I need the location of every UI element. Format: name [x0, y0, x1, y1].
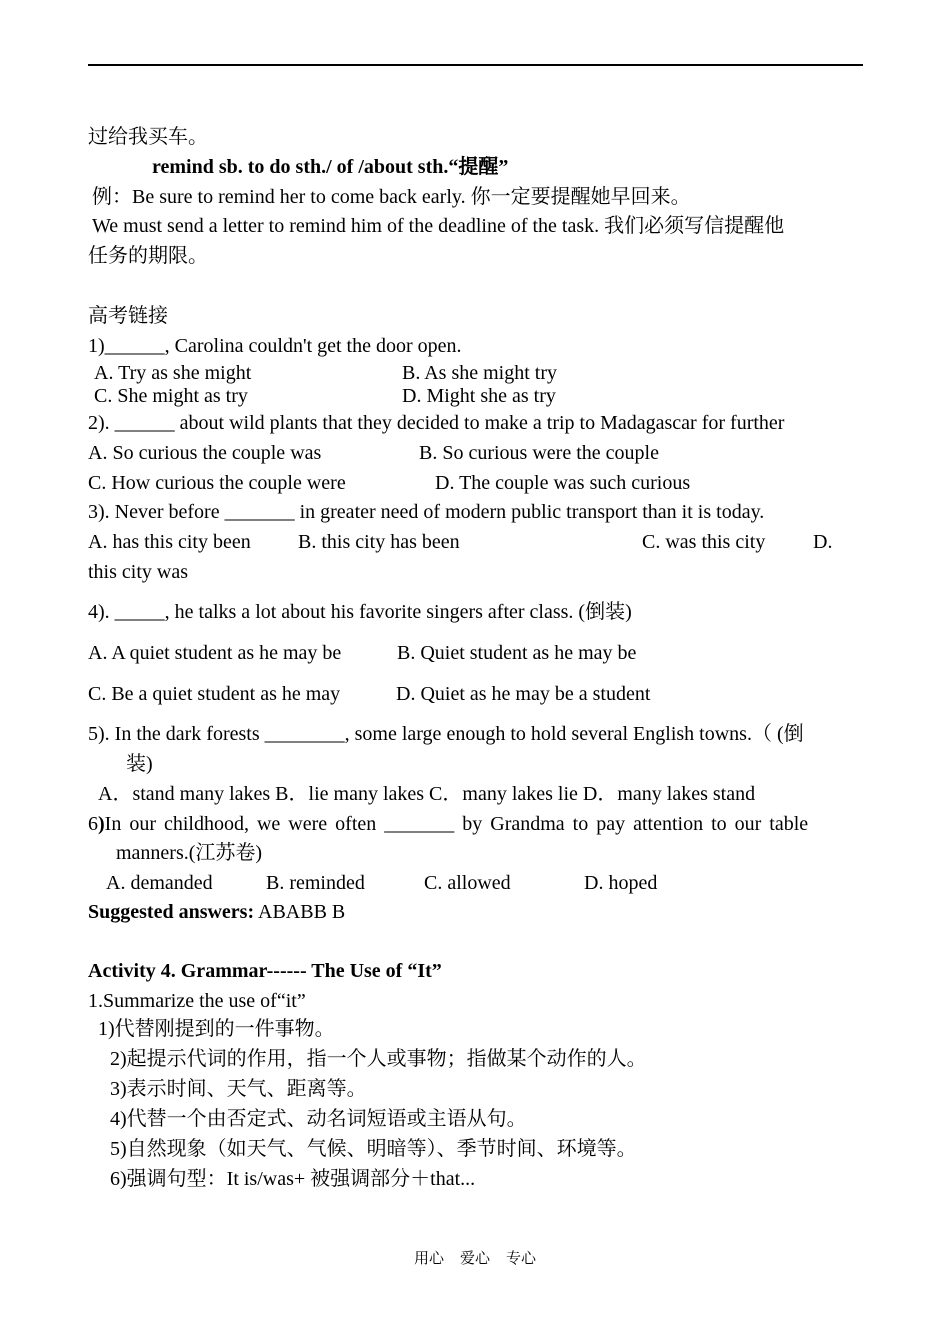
q2-option-a: A. So curious the couple was — [88, 442, 322, 464]
example-2-line-1: We must send a letter to remind him of the deadline of the task. 我们必须写信提醒他 — [92, 215, 785, 237]
header-rule — [88, 64, 863, 66]
q3-option-d-text: this city was — [88, 561, 188, 583]
page-footer — [0, 1247, 950, 1268]
summarize-line: 1.Summarize the use of“it” — [88, 990, 306, 1012]
q2-option-d: D. The couple was such curious — [435, 472, 691, 494]
use-item-6: 6)强调句型：It is/was+ 被强调部分＋that... — [110, 1168, 476, 1190]
q3-stem: 3). Never before _______ in greater need of modern public transport than it is today. — [88, 501, 765, 523]
q1-option-a: A. Try as she might — [94, 362, 252, 384]
q4-stem: 4). _____, he talks a lot about his favorite singers after class. (倒装) — [88, 601, 632, 623]
example-1: 例：Be sure to remind her to come back early. 你一定要提醒她早回来。 — [92, 186, 691, 208]
q2-option-c: C. How curious the couple were — [88, 472, 346, 494]
q2-stem: 2). ______ about wild plants that they decided to make a trip to Madagascar for further — [88, 412, 785, 434]
intro-tail: 过给我买车。 — [88, 126, 208, 148]
q1-option-d: D. Might she as try — [402, 385, 556, 407]
q5-stem-line-2: 装) — [126, 753, 153, 775]
q1-option-c: C. She might as try — [94, 385, 248, 407]
q4-option-c: C. Be a quiet student as he may — [88, 683, 341, 705]
q3-option-b: B. this city has been — [298, 531, 460, 553]
answers-value: ABABB B — [254, 901, 346, 923]
q3-option-d-label: D. — [813, 531, 833, 553]
footer-word-3: 专心 — [506, 1249, 537, 1267]
q4-option-d: D. Quiet as he may be a student — [396, 683, 651, 705]
q6-option-a: A. demanded — [106, 872, 213, 894]
q5-stem-line-1: 5). In the dark forests ________, some large enough to hold several English towns.（ (倒 — [88, 723, 804, 745]
q4-option-b: B. Quiet student as he may be — [397, 642, 637, 664]
q6-number: 6 — [88, 813, 98, 835]
q6-stem-text: In our childhood, we were often _______ by Grandma to pay attention to our table — [104, 813, 809, 835]
q6-option-c: C. allowed — [424, 872, 511, 894]
q1-option-b: B. As she might try — [402, 362, 558, 384]
q5-options: A．stand many lakes B．lie many lakes C．many lakes lie D．many lakes stand — [98, 783, 756, 805]
use-item-2: 2)起提示代词的作用，指一个人或事物；指做某个动作的人。 — [110, 1048, 647, 1070]
q2-option-b: B. So curious were the couple — [419, 442, 659, 464]
activity-heading: Activity 4. Grammar------ The Use of “It” — [88, 960, 442, 982]
remind-heading: remind sb. to do sth./ of /about sth.“提醒” — [152, 156, 509, 178]
use-item-4: 4)代替一个由否定式、动名词短语或主语从句。 — [110, 1108, 527, 1130]
gaokao-heading: 高考链接 — [88, 305, 168, 327]
footer-word-2: 爱心 — [459, 1249, 490, 1267]
use-item-3: 3)表示时间、天气、距离等。 — [110, 1078, 367, 1100]
q1-stem: 1)______, Carolina couldn't get the door open. — [88, 335, 462, 357]
example-2-line-2: 任务的期限。 — [88, 245, 208, 267]
suggested-answers — [88, 899, 345, 925]
q6-stem-line-2: manners.(江苏卷) — [116, 842, 263, 864]
q6-paren: ) — [98, 813, 105, 835]
footer-word-1: 用心 — [413, 1249, 444, 1267]
q4-option-a: A. A quiet student as he may be — [88, 642, 342, 664]
q6-option-b: B. reminded — [266, 872, 365, 894]
q6-stem-line-1 — [88, 811, 808, 837]
use-item-5: 5)自然现象（如天气、气候、明暗等）、季节时间、环境等。 — [110, 1138, 637, 1160]
q6-option-d: D. hoped — [584, 872, 658, 894]
answers-label: Suggested answers: — [88, 901, 255, 923]
use-item-1: 1)代替刚提到的一件事物。 — [98, 1018, 335, 1040]
q3-option-c: C. was this city — [642, 531, 766, 553]
q3-option-a: A. has this city been — [88, 531, 251, 553]
